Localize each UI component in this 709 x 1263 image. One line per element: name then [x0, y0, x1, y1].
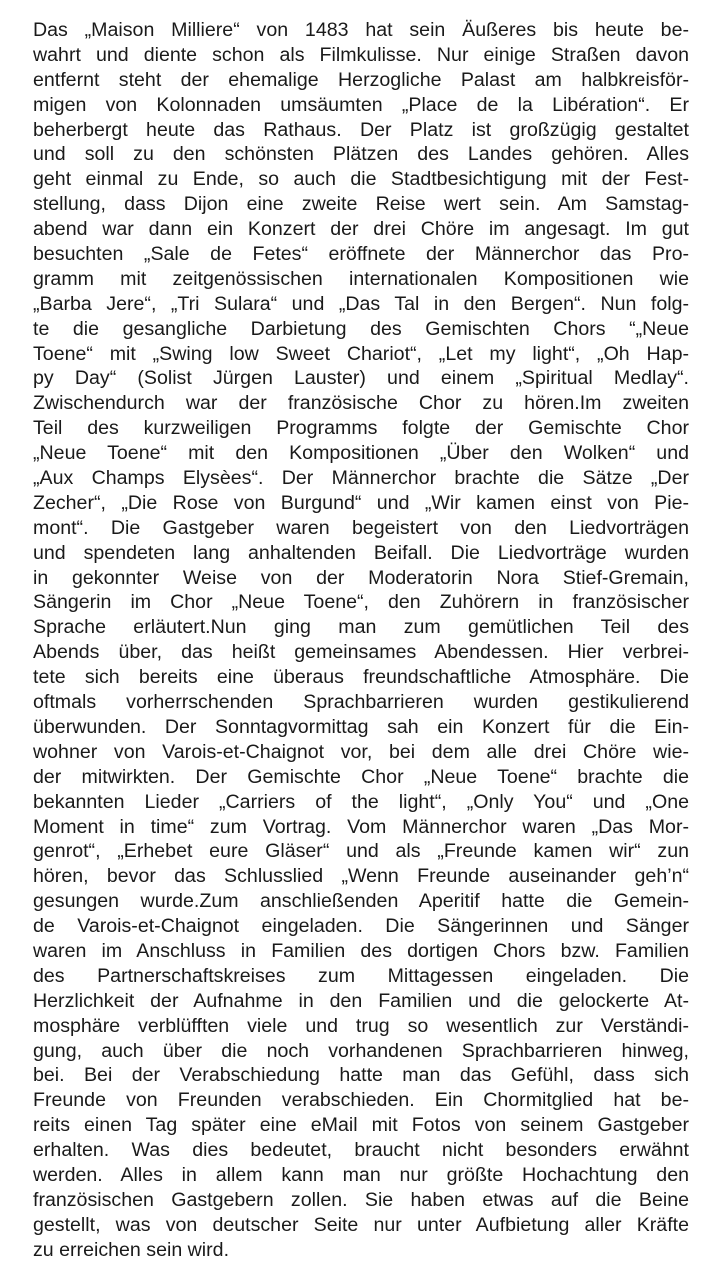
text-line: entfernt steht der ehemalige Herzogliche Palast am halbkreisför-	[33, 68, 689, 91]
text-line: Freunde von Freunden verabschieden. Ein Chormitglied hat be-	[33, 1089, 689, 1112]
text-line: waren im Anschluss in Familien des dortigen Chors bzw. Familien	[33, 939, 689, 962]
text-line: hören, bevor das Schlusslied „Wenn Freunde auseinander geh’n“	[33, 865, 689, 888]
text-line: zu erreichen sein wird.	[33, 1238, 230, 1261]
text-line: „Barba Jere“, „Tri Sulara“ und „Das Tal in den Bergen“. Nun folg-	[33, 292, 689, 315]
text-line: reits einen Tag später eine eMail mit Fotos von seinem Gastgeber	[33, 1114, 689, 1137]
text-line: überwunden. Der Sonntagvormittag sah ein Konzert für die Ein-	[33, 715, 689, 738]
text-line: tete sich bereits eine überaus freundschaftliche Atmosphäre. Die	[33, 666, 689, 689]
text-line: genrot“, „Erhebet eure Gläser“ und als „Freunde kamen wir“ zun	[33, 840, 689, 863]
text-line: werden. Alles in allem kann man nur größte Hochachtung den	[33, 1163, 689, 1186]
text-line: py Day“ (Solist Jürgen Lauster) und einem „Spiritual Medlay“.	[33, 367, 689, 390]
text-line: bei. Bei der Verabschiedung hatte man das Gefühl, dass sich	[33, 1064, 689, 1087]
text-line: erhalten. Was dies bedeutet, braucht nicht besonders erwähnt	[33, 1139, 689, 1162]
text-line: migen von Kolonnaden umsäumten „Place de la Libération“. Er	[33, 93, 689, 116]
text-line: Zwischendurch war der französische Chor zu hören.Im zweiten	[33, 392, 689, 415]
text-line: Sängerin im Chor „Neue Toene“, den Zuhörern in französischer	[33, 591, 689, 614]
text-line: „Neue Toene“ mit den Kompositionen „Über den Wolken“ und	[33, 442, 689, 465]
text-line: oftmals vorherrschenden Sprachbarrieren wurden gestikulierend	[33, 691, 689, 714]
text-line: de Varois-et-Chaignot eingeladen. Die Sängerinnen und Sänger	[33, 915, 689, 938]
text-line: und spendeten lang anhaltenden Beifall. Die Liedvorträge wurden	[33, 541, 689, 564]
text-line: der mitwirkten. Der Gemischte Chor „Neue Toene“ brachte die	[33, 765, 689, 788]
text-line: geht einmal zu Ende, so auch die Stadtbesichtigung mit der Fest-	[33, 168, 689, 191]
text-line: gesungen wurde.Zum anschließenden Aperitif hatte die Gemein-	[33, 890, 689, 913]
text-line: französischen Gastgebern zollen. Sie haben etwas auf die Beine	[33, 1188, 689, 1211]
text-line: Herzlichkeit der Aufnahme in den Familien und die gelockerte At-	[33, 989, 689, 1012]
text-line: te die gesangliche Darbietung des Gemischten Chors “„Neue	[33, 317, 689, 340]
text-line: Abends über, das heißt gemeinsames Abendessen. Hier verbrei-	[33, 641, 689, 664]
text-line: Toene“ mit „Swing low Sweet Chariot“, „Let my light“, „Oh Hap-	[33, 342, 689, 365]
text-line: Teil des kurzweiligen Programms folgte der Gemischte Chor	[33, 417, 689, 440]
article-body	[33, 18, 689, 1263]
text-line: Moment in time“ zum Vortrag. Vom Männerchor waren „Das Mor-	[33, 815, 689, 838]
text-line: gestellt, was von deutscher Seite nur unter Aufbietung aller Kräfte	[33, 1213, 689, 1236]
text-line: wohner von Varois-et-Chaignot vor, bei dem alle drei Chöre wie-	[33, 740, 689, 763]
text-line: Das „Maison Milliere“ von 1483 hat sein Äußeres bis heute be-	[33, 19, 689, 41]
text-line: besuchten „Sale de Fetes“ eröffnete der Männerchor das Pro-	[33, 243, 689, 266]
text-line: mosphäre verblüfften viele und trug so wesentlich zur Verständi-	[33, 1014, 689, 1037]
text-line: des Partnerschaftskreises zum Mittagessen eingeladen. Die	[33, 964, 689, 987]
text-line: wahrt und diente schon als Filmkulisse. Nur einige Straßen davon	[33, 43, 689, 66]
text-line: beherbergt heute das Rathaus. Der Platz ist großzügig gestaltet	[33, 118, 689, 141]
text-line: gung, auch über die noch vorhandenen Sprachbarrieren hinweg,	[33, 1039, 689, 1062]
text-line: und soll zu den schönsten Plätzen des Landes gehören. Alles	[33, 143, 689, 166]
text-line: bekannten Lieder „Carriers of the light“, „Only You“ und „One	[33, 790, 689, 813]
text-line: mont“. Die Gastgeber waren begeistert von den Liedvorträgen	[33, 516, 689, 539]
text-line: „Aux Champs Elysèes“. Der Männerchor brachte die Sätze „Der	[33, 467, 689, 490]
text-line: Zecher“, „Die Rose von Burgund“ und „Wir kamen einst von Pie-	[33, 491, 689, 514]
text-line: in gekonnter Weise von der Moderatorin Nora Stief-Gremain,	[33, 566, 689, 589]
text-line: Sprache erläutert.Nun ging man zum gemütlichen Teil des	[33, 616, 689, 639]
text-line: gramm mit zeitgenössischen internationalen Kompositionen wie	[33, 267, 689, 290]
text-line: abend war dann ein Konzert der drei Chöre im angesagt. Im gut	[33, 218, 689, 241]
text-line: stellung, dass Dijon eine zweite Reise wert sein. Am Samstag-	[33, 193, 689, 216]
